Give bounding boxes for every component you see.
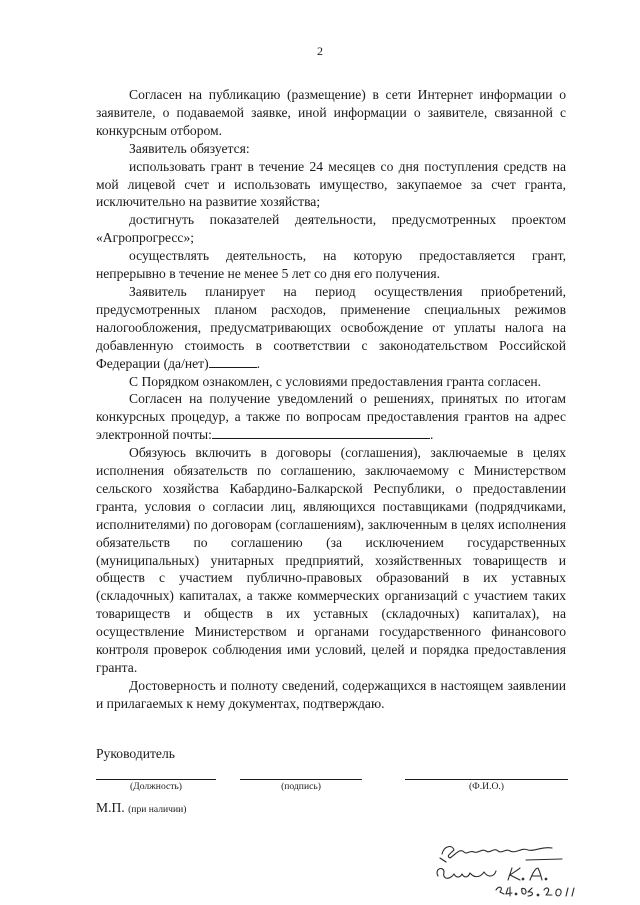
paragraph-10 (96, 677, 566, 713)
paragraph-3 (96, 158, 566, 212)
signature-caption: (подпись) (281, 781, 321, 792)
stamp-line (96, 800, 186, 816)
paragraph-tail: . (256, 355, 261, 371)
position-line (96, 779, 216, 780)
paragraph-text: Достоверность и полноту сведений, содержащихся в настоящем заявлении и прилагаемых к нему документах, подтверждаю. (96, 677, 566, 711)
signature-line (240, 779, 362, 780)
handwritten-certification (430, 832, 610, 904)
paragraph-7 (96, 373, 566, 391)
paragraph-text: Обязуюсь включить в договоры (соглашения), заключаемые в целях исполнения обязательств по соглашению, заключаемому с Министерством сельского хозяйства Кабардино-Балкарской Республики, о предоставлении гранта, условия о согласии лиц, являющихся поставщиками (подрядчиками, исполнителями) по договорам (соглашениям), заключенным в целях исполнения обязательств по соглашению (за исключением государственных (муниципальных) унитарных предприятий, хозяйственных товариществ и обществ с участием публично-правовых образований в их уставных (складочных) капиталах, а также коммерческих организаций с участием таких товариществ и обществ в их уставных (складочных) капиталах), на осуществление Министерством и органами государственного финансового контроля проверок соблюдения ими условий, целей и порядка предоставления гранта. (96, 445, 566, 675)
paragraph-text: использовать грант в течение 24 месяцев со дня поступления средств на мой лицевой счет и использовать имущество, закупаемое за счет гранта, исключительно на развитие хозяйства; (96, 158, 566, 210)
paragraph-text: достигнуть показателей деятельности, предусмотренных проектом «Агропрогресс»; (96, 212, 566, 246)
paragraph-text: Заявитель планирует на период осуществления приобретений, предусмотренных планом расходов, применение специальных режимов налогообложения, предусматривающих освобождение от уплаты налога на добавленную стоимость в соответствии с законодательством Российской Федерации (да/нет) (96, 283, 566, 371)
paragraph-8 (96, 390, 566, 444)
paragraph-2 (96, 140, 566, 158)
handwritten-copy-mark (442, 847, 552, 858)
paragraph-text: С Порядком ознакомлен, с условиями предоставления гранта согласен. (129, 373, 542, 389)
head-label: Руководитель (96, 746, 175, 761)
paragraph-9 (96, 444, 566, 677)
paragraph-6 (96, 283, 566, 373)
paragraph-1 (96, 86, 566, 140)
paragraph-4 (96, 211, 566, 247)
full-name-caption: (Ф.И.О.) (468, 781, 505, 792)
paragraph-text: Заявитель обязуется: (129, 140, 250, 156)
stamp-note: (при наличии) (128, 804, 187, 815)
handwritten-date (496, 887, 512, 896)
paragraph-tail: . (429, 427, 434, 443)
handwritten-name (437, 869, 496, 879)
paragraph-text: Согласен на получение уведомлений о решениях, принятых по итогам конкурсных процедур, а также по вопросам предоставления грантов на адрес электронной почты: (96, 391, 566, 443)
paragraph-text: Согласен на публикацию (размещение) в сети Интернет информации о заявителе, о подаваемой заявке, иной информации о заявителе, связанной с конкурсным отбором. (96, 87, 566, 138)
email-blank (212, 426, 430, 439)
paragraph-text: осуществлять деятельность, на которую предоставляется грант, непрерывно в течение не менее 5 лет со дня его получения. (96, 248, 566, 282)
answer-blank (209, 355, 257, 368)
page-number: 2 (317, 44, 323, 58)
full-name-line (405, 779, 568, 780)
document-body (96, 86, 566, 713)
paragraph-5 (96, 247, 566, 283)
stamp-label: М.П. (96, 800, 125, 815)
position-caption: (Должность) (129, 781, 183, 792)
